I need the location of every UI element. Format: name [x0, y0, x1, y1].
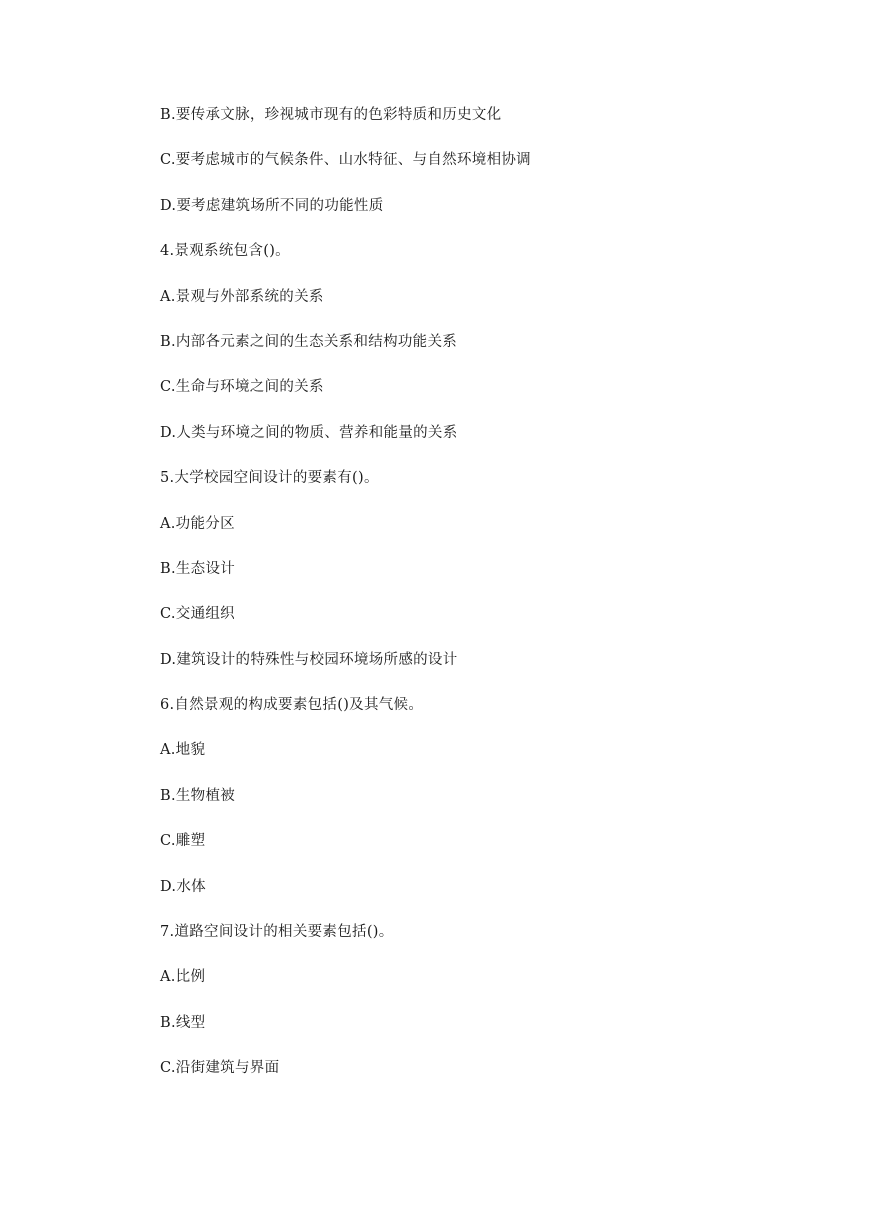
option-line: A.比例	[160, 969, 206, 986]
option-line: D.要考虑建筑场所不同的功能性质	[160, 197, 384, 214]
option-line: C.生命与环境之间的关系	[160, 379, 324, 396]
question-line: 5.大学校园空间设计的要素有()。	[160, 470, 379, 487]
option-line: B.要传承文脉，珍视城市现有的色彩特质和历史文化	[160, 107, 502, 123]
option-line: C.交通组织	[160, 606, 235, 623]
option-line: C.雕塑	[160, 833, 206, 850]
option-line: A.地貌	[160, 742, 206, 759]
question-line: 6.自然景观的构成要素包括()及其气候。	[160, 697, 424, 714]
option-line: B.生态设计	[160, 560, 236, 577]
option-line: A.景观与外部系统的关系	[160, 288, 324, 305]
option-line: C.沿街建筑与界面	[160, 1060, 280, 1077]
option-line: C.要考虑城市的气候条件、山水特征、与自然环境相协调	[160, 152, 531, 169]
option-line: B.生物植被	[160, 787, 236, 804]
option-line: D.建筑设计的特殊性与校园环境场所感的设计	[160, 651, 458, 668]
question-line: 4.景观系统包含()。	[160, 243, 290, 260]
option-line: D.水体	[160, 878, 206, 895]
option-line: B.内部各元素之间的生态关系和结构功能关系	[160, 333, 458, 350]
option-line: A.功能分区	[160, 515, 235, 532]
option-line: D.人类与环境之间的物质、营养和能量的关系	[160, 424, 458, 441]
question-line: 7.道路空间设计的相关要素包括()。	[160, 924, 394, 941]
option-line: B.线型	[160, 1014, 206, 1031]
question-list	[160, 104, 531, 1103]
